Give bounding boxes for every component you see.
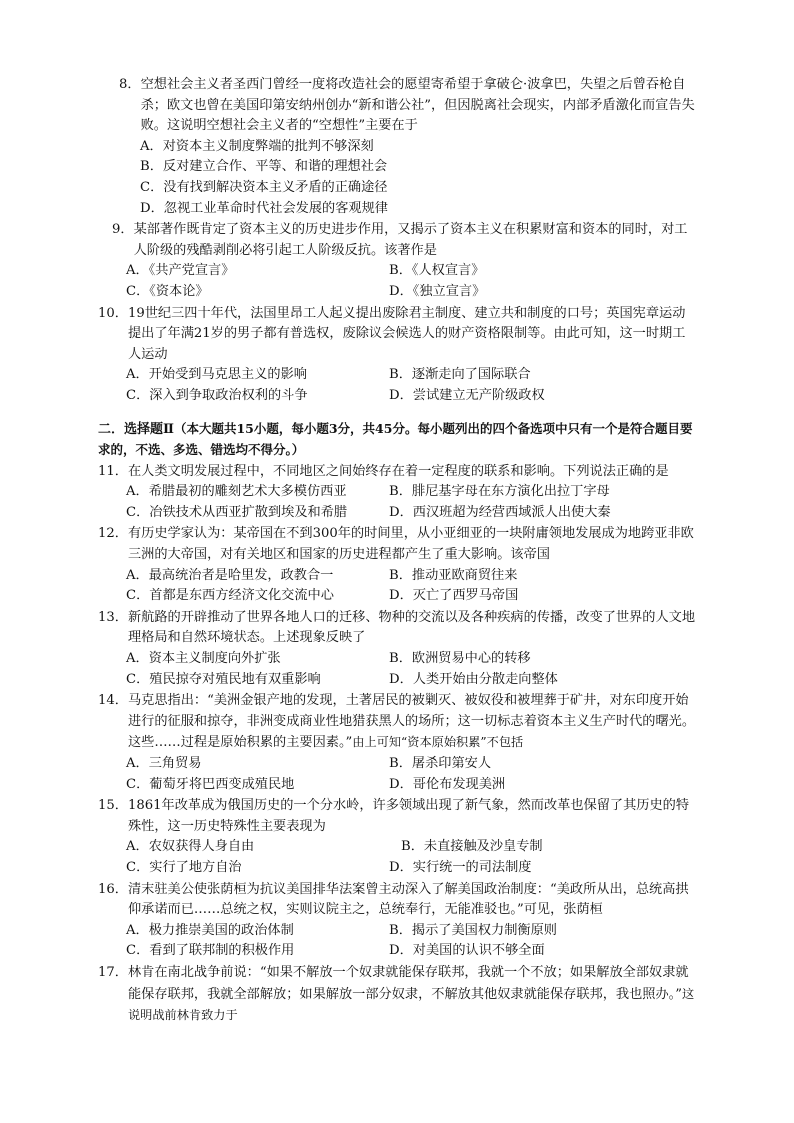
option-a[interactable]: A．极力推崇美国的政治体制 [126, 922, 294, 938]
option-a[interactable]: A．开始受到马克思主义的影响 [126, 367, 307, 383]
option-c[interactable]: C．深入到争取政治权利的斗争 [126, 387, 308, 403]
question-13 [98, 608, 696, 690]
question-stem: 空想社会主义者圣西门曾经一度将改造社会的愿望寄希望于拿破仑·波拿巴，失望之后曾吞枪自杀；欧文也曾在美国印第安纳州创办“新和谐公社”，但因脱离社会现实，内部矛盾激化而宣告失败。这说明空想社会主义者的“空想性”主要在于 [140, 77, 695, 134]
question-stem: 某部著作既肯定了资本主义的历史进步作用，又揭示了资本主义在积累财富和资本的同时，对工人阶级的残酷剥削必将引起工人阶级反抗。该著作是 [133, 222, 688, 258]
option-a[interactable]: A．对资本主义制度弊端的批判不够深刻 [140, 138, 374, 154]
question-number: 15． [98, 798, 128, 814]
question-stem: 清末驻美公使张荫桓为抗议美国排华法案曾主动深入了解美国政治制度：“美政所从出，总统高拱仰承诺而已……总统之权，实则议院主之，总统奉行，无能准驳也。”可见，张荫桓 [127, 881, 689, 918]
question-17 [98, 963, 696, 1027]
option-c[interactable]: C．殖民掠夺对殖民地有双重影响 [126, 671, 321, 687]
option-d[interactable]: D．西汉班超为经营西域派人出使大秦 [389, 504, 611, 520]
option-b[interactable]: B．揭示了美国权力制衡原则 [389, 922, 557, 938]
option-b[interactable]: B．腓尼基字母在东方演化出拉丁字母 [389, 484, 610, 500]
question-15 [98, 796, 696, 878]
question-stem: 林肯在南北战争前说：“如果不解放一个奴隶就能保存联邦，我就一个不放；如果解放全部奴隶就能保存联邦，我就全部解放；如果解放一部分奴隶，不解放其他奴隶就能保存联邦，我也照办。” [127, 964, 689, 1002]
option-a[interactable]: A．希腊最初的雕刻艺术大多模仿西亚 [126, 484, 347, 500]
option-c[interactable]: C．没有找到解决资本主义矛盾的正确途径 [140, 179, 388, 195]
section-note: （本大题共15小题，每小题3分，共45分。每小题列出的四个备选项中只有一个是符合题目要求的，不选、多选、错选均不得分。） [98, 420, 693, 458]
question-number: 12． [98, 526, 128, 542]
question-stem-wrapper [128, 963, 696, 1027]
option-d[interactable]: D．灭亡了西罗马帝国 [389, 588, 519, 604]
question-stem-tail: 这说明战前林肯致力于 [127, 986, 695, 1023]
section-header [98, 419, 696, 462]
question-stem: 1861年改革成为俄国历史的一个分水岭，许多领域出现了新气象，然而改革也保留了其历史的特殊性，这一历史特殊性主要表现为 [127, 798, 690, 834]
option-c[interactable]: C．看到了联邦制的积极作用 [126, 943, 295, 959]
question-9 [112, 220, 696, 302]
option-b[interactable]: B．推动亚欧商贸往来 [389, 567, 518, 583]
question-stem: 有历史学家认为：某帝国在不到300年的时间里，从小亚细亚的一块附庸领地发展成为地跨亚非欧三洲的大帝国，对有关地区和国家的历史进程都产生了重大影响。该帝国 [127, 526, 694, 563]
option-c[interactable]: C．实行了地方自治 [126, 859, 242, 875]
option-b[interactable]: B．未直接触及沙皇专制 [401, 839, 543, 855]
option-b[interactable]: B．逐渐走向了国际联合 [389, 367, 531, 383]
question-stem-tail: 由上可知“资本原始积累”不包括 [352, 735, 524, 750]
option-b[interactable]: B．欧洲贸易中心的转移 [389, 651, 531, 667]
question-number: 13． [98, 609, 128, 625]
option-a[interactable]: A．资本主义制度向外扩张 [126, 651, 281, 667]
question-14 [98, 691, 696, 795]
option-b[interactable]: B．反对建立合作、平等、和谐的理想社会 [140, 159, 388, 175]
question-number: 14． [98, 693, 128, 709]
question-8 [98, 75, 696, 219]
option-d[interactable]: D．忽视工业革命时代社会发展的客观规律 [140, 200, 388, 216]
question-number: 8． [119, 77, 141, 92]
question-number: 11． [98, 463, 128, 479]
question-number: 16． [98, 881, 128, 897]
option-a[interactable]: A．农奴获得人身自由 [126, 839, 255, 855]
question-stem-wrapper [128, 691, 696, 754]
option-d[interactable]: D．人类开始由分散走向整体 [389, 671, 558, 687]
question-12 [98, 524, 696, 606]
option-d[interactable]: D．《独立宣言》 [389, 283, 486, 299]
question-number: 17． [98, 964, 128, 980]
question-stem: 马克思指出：“美洲金银产地的发现，土著居民的被剿灭、被奴役和被埋葬于矿井，对东印度开始进行的征服和掠夺，非洲变成商业性地猎获黑人的场所；这一切标志着资本主义生产时代的曙光。这些……过程是原始积累的主要因素。” [127, 693, 696, 751]
option-c[interactable]: C．冶铁技术从西亚扩散到埃及和希腊 [126, 504, 348, 520]
option-b[interactable]: B．《人权宣言》 [389, 263, 485, 279]
option-a[interactable]: A．最高统治者是哈里发，政教合一 [126, 567, 334, 583]
question-number: 9． [112, 222, 134, 238]
option-d[interactable]: D．尝试建立无产阶级政权 [389, 387, 545, 403]
option-c[interactable]: C．葡萄牙将巴西变成殖民地 [126, 776, 295, 792]
question-11 [98, 462, 696, 524]
option-c[interactable]: C．首都是东西方经济文化交流中心 [126, 588, 334, 604]
question-10 [98, 304, 696, 407]
question-16 [98, 880, 696, 962]
option-a[interactable]: A．三角贸易 [126, 756, 202, 771]
question-stem: 在人类文明发展过程中，不同地区之间始终存在着一定程度的联系和影响。下列说法正确的是 [127, 463, 669, 479]
option-c[interactable]: C．《资本论》 [126, 283, 209, 299]
question-stem: 19世纪三四十年代，法国里昂工人起义提出废除君主制度、建立共和制度的口号；英国宪章运动提出了年满21岁的男子都有普选权，废除议会候选人的财产资格限制等。由此可知，这一时期工人运动 [127, 305, 686, 362]
option-a[interactable]: A．《共产党宣言》 [126, 263, 235, 279]
option-d[interactable]: D．实行统一的司法制度 [389, 859, 532, 875]
option-d[interactable]: D．哥伦布发现美洲 [389, 776, 506, 792]
option-d[interactable]: D．对美国的认识不够全面 [389, 943, 545, 959]
option-b[interactable]: B．屠杀印第安人 [389, 756, 492, 771]
question-stem: 新航路的开辟推动了世界各地人口的迁移、物种的交流以及各种疾病的传播，改变了世界的人文地理格局和自然环境状态。上述现象反映了 [127, 609, 696, 646]
question-number: 10． [98, 305, 128, 321]
section-title: 二．选择题Ⅱ [98, 421, 174, 437]
